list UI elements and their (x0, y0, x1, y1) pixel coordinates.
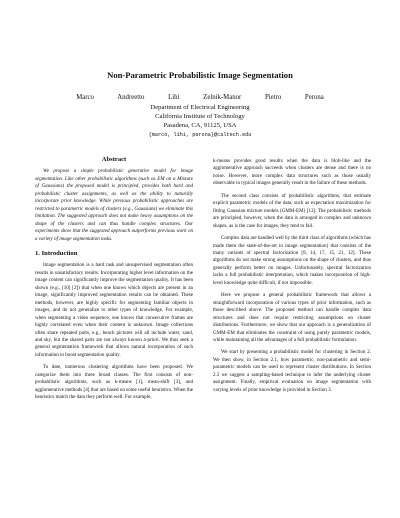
right-column (213, 158, 371, 394)
body-paragraph: To date, numerous clustering algorithms have been proposed. We categorize them into three broad classes. The first consists of non-probabilistic algorithms, such as k-means [1], mean-shift [3], and agglomerative methods [4] that are based on some useful heuristics. When the heuristics match the data they perform well. For example, (35, 364, 193, 401)
abstract-heading: Abstract (101, 156, 127, 163)
body-paragraph: Complex data are handled well by the third class of algorithms (which has made them the state-of-the-art in image segmentation) that consists of the many variants of spectral factorization [8, 14, 17, 15, 21, 12]. These algorithms do not make strong assumptions on the shape of clusters, and thus generally perform better on images. Unfortunately, spectral factorization lacks a full probabilistic interpretation, which makes incorporation of high-level knowledge quite difficult, if not impossible. (213, 235, 371, 286)
abstract-text: We propose a simple probabilistic generative model for image segmentation. Like other probabilistic algorithms (such as EM on a Mixture of Gaussians) the proposed model is principled, provides both hard and probabilistic cluster assignments, as well as the ability to naturally incorporate prior knowledge. While previous probabilistic approaches are restricted to parametric models of clusters (e.g., Gaussians) we eliminate this limitation. The suggested approach does not make heavy assumptions on the shape of the clusters and can thus handle complex structures. Our experiments show that the suggested approach outperforms previous work on a variety of image segmentation tasks. (35, 168, 193, 242)
body-paragraph: We start by presenting a probabilistic model for clustering in Section 2. We then show, in Section 2.1, how parametric, non-parametric and semi-parametric models can be used to represent cluster distributions. In Section 2.3 we suggest a sampling-based technique to infer the underlying cluster assignment. Finally, empirical evaluation on image segmentation with varying levels of prior knowledge is provided in Section 3. (213, 349, 371, 393)
body-paragraph: k-means provides good results when the data is blob-like and the agglomerative approach succeeds when clusters are dense and there is no noise. However, more complex data structures such as those usually observable in typical images generally result in the failure of these methods. (213, 158, 371, 187)
author-name: Lihi Zelnik-Manor (168, 94, 242, 101)
body-paragraph: Image segmentation is a hard task and unsupervised segmentation often results in unsatisfactory results. Incorporating higher level information on the image content can significantly improve the segmentation quality. It has been shown (e.g., [10] [2]) that when one knows which objects are present in an image, significantly improved segmentation results can be obtained. These methods, however, are highly specific for segmenting familiar objects in images, and do not generalize to other types of knowledge. For example, when segmenting a video sequence, one knows that consecutive frames are highly correlated even when their content is unknown. Image collections often share repeated parts, e.g., beach pictures will all include water, sand, and sky, but the shared parts are not always known a-priori. We thus seek a general segmentation framework that allows natural incorporation of such information to boost segmentation quality. (35, 262, 193, 358)
email: {marco, lihi, perona}@caltech.edu (148, 131, 252, 138)
department: Department of Electrical Engineering (150, 104, 250, 111)
body-paragraph: Here we propose a general probabilistic framework that allows a straightforward incorporation of various types of prior information, such as those described above. The proposed method can handle complex data structures and does not require restricting assumptions on cluster distributions. Furthermore, we show that our approach is a generalization of GMM-EM that eliminates the constraint of using purely parametric models, while maintaining all the advantages of a full probabilistic formulation. (213, 292, 371, 343)
affiliation-block (0, 103, 400, 140)
body-paragraph: The second class consists of probabilistic algorithms, that estimate explicit parametric models of the data, such as expectation maximization for fitting Gaussian mixture models (GMM-EM) [13]. The probabilistic methods are principled, however, when the data is arranged in complex and unknown shapes, as is the case for images, they tend to fail. (213, 192, 371, 229)
section-heading: 1. Introduction (35, 249, 78, 257)
author-list (0, 94, 400, 101)
left-column (35, 156, 193, 402)
paper-title: Non-Parametric Probabilistic Image Segmentation (107, 70, 293, 80)
address: Pasadena, CA, 91125, USA (163, 122, 237, 130)
author-name: Marco Andreetto (76, 94, 145, 101)
author-name: Pietro Perona (265, 94, 324, 101)
institution: California Institute of Technology (155, 113, 245, 121)
